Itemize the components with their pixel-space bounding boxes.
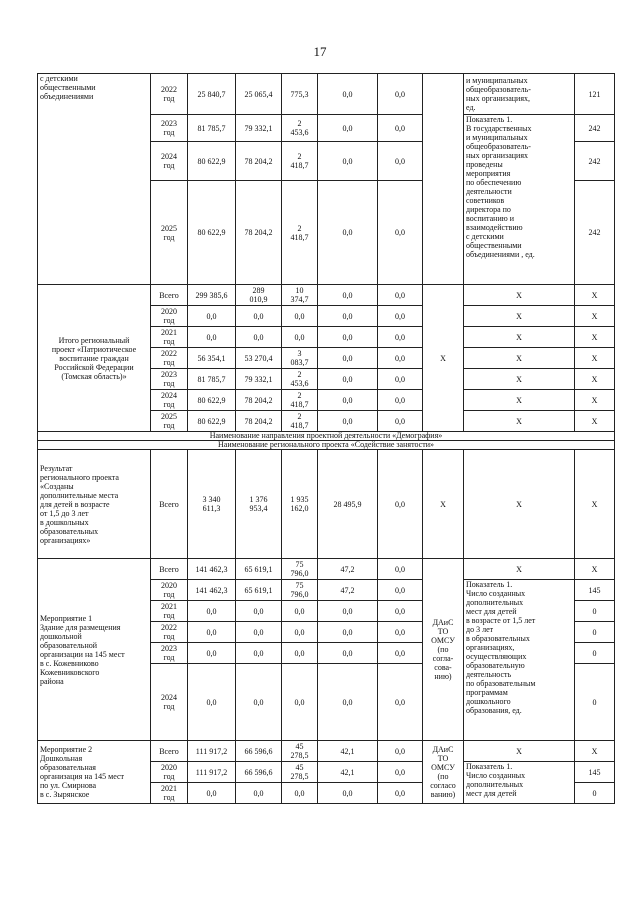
budget-cell: 0,0 [318,622,378,643]
budget-cell: 2 418,7 [282,181,318,285]
total-cell: 80 622,9 [188,181,236,285]
budget-cell: 0,0 [318,643,378,664]
value-cell: X [575,369,615,390]
event-name: Мероприятие 2 Дошкольная образовательная организация на 145 мест по ул. Смирнова в с. Зырянское [38,741,151,804]
executor-cell: ДАиС ТО ОМСУ (по согласо ванию) [423,741,464,804]
total-cell: 141 462,3 [188,559,236,580]
budget-cell: 0,0 [318,369,378,390]
value-cell: 242 [575,142,615,181]
value-cell: X [575,306,615,327]
value-cell: X [575,348,615,369]
value-cell: 145 [575,580,615,601]
value-cell: 242 [575,115,615,142]
total-cell: 0,0 [188,327,236,348]
value-cell: X [575,411,615,432]
budget-cell: 0,0 [378,622,423,643]
value-cell: 145 [575,762,615,783]
budget-cell: 0,0 [282,622,318,643]
budget-cell: 0,0 [378,306,423,327]
total-cell: 111 917,2 [188,762,236,783]
value-cell: X [575,390,615,411]
page-number: 17 [313,44,327,59]
section-direction: Наименование направления проектной деятельности «Демография» [38,432,615,441]
budget-cell: 0,0 [378,411,423,432]
budget-cell: 0,0 [318,411,378,432]
budget-cell: 0,0 [318,142,378,181]
budget-cell: 78 204,2 [236,142,282,181]
indicator-cell: и муниципальных общеобразователь- ных организациях, ед. [464,74,575,115]
year-cell: 2022 год [151,74,188,115]
budget-cell: 78 204,2 [236,411,282,432]
budget-cell: 78 204,2 [236,390,282,411]
executor-cell: X [423,285,464,432]
budget-cell: 47,2 [318,580,378,601]
value-cell: 0 [575,664,615,741]
budget-cell: 47,2 [318,559,378,580]
budget-cell: 2 453,6 [282,369,318,390]
total-cell: 25 840,7 [188,74,236,115]
budget-cell: 0,0 [378,142,423,181]
budget-cell: 0,0 [318,348,378,369]
value-cell: X [575,741,615,762]
budget-cell: 0,0 [318,601,378,622]
indicator-cell: X [464,306,575,327]
budget-cell: 0,0 [378,450,423,559]
indicator-cell: X [464,559,575,580]
total-cell: 0,0 [188,783,236,804]
budget-cell: 0,0 [318,327,378,348]
budget-cell: 42,1 [318,741,378,762]
budget-cell: 0,0 [378,348,423,369]
event-name: Мероприятие 1 Здание для размещения дошкольной образовательной организации на 145 мест в с. Кожевниково Кожевниковского района [38,559,151,741]
total-cell: 0,0 [188,622,236,643]
indicator-cell: Показатель 1. В государственных и муниципальных общеобразователь- ных организациях проведены мероприятия по обеспечению деятельности советников директора по воспитанию и взаимодействию с детскими общественными объединениями , ед. [464,115,575,285]
table-row [38,285,615,306]
budget-cell: 0,0 [318,181,378,285]
budget-cell: 0,0 [378,664,423,741]
total-cell: 0,0 [188,664,236,741]
budget-cell: 0,0 [318,115,378,142]
indicator-cell: X [464,450,575,559]
budget-cell: 2 418,7 [282,411,318,432]
budget-cell: 0,0 [378,327,423,348]
budget-cell: 79 332,1 [236,369,282,390]
indicator-cell: Показатель 1. Число созданных дополнительных мест для детей в возрасте от 1,5 лет до 3 лет в образовательных организациях, осуществляющих образовательную деятельность по образовательным программам дошкольного образования, ед. [464,580,575,741]
budget-cell: 0,0 [378,181,423,285]
budget-cell: 65 619,1 [236,580,282,601]
value-cell: 121 [575,74,615,115]
year-cell: 2022 год [151,622,188,643]
indicator-cell: X [464,741,575,762]
section-header-row [38,432,615,441]
year-cell: 2020 год [151,306,188,327]
value-cell: 0 [575,601,615,622]
budget-cell: 28 495,9 [318,450,378,559]
budget-cell: 0,0 [318,390,378,411]
year-cell: 2024 год [151,142,188,181]
executor-cell: X [423,450,464,559]
budget-cell: 10 374,7 [282,285,318,306]
year-cell: 2023 год [151,115,188,142]
value-cell: X [575,559,615,580]
budget-cell: 2 453,6 [282,115,318,142]
executor-cell [423,74,464,285]
table-row [38,450,615,559]
year-cell: 2025 год [151,411,188,432]
budget-cell: 0,0 [318,664,378,741]
budget-cell: 0,0 [378,580,423,601]
total-cell: 111 917,2 [188,741,236,762]
budget-cell: 0,0 [378,115,423,142]
budget-cell: 0,0 [236,664,282,741]
budget-cell: 65 619,1 [236,559,282,580]
budget-cell: 0,0 [378,390,423,411]
budget-cell: 66 596,6 [236,741,282,762]
budget-cell: 42,1 [318,762,378,783]
indicator-cell: X [464,411,575,432]
row-name-cell: с детскими общественными объединениями [38,74,151,285]
year-cell: Всего [151,285,188,306]
year-cell: 2023 год [151,643,188,664]
budget-cell: 0,0 [378,762,423,783]
budget-cell: 66 596,6 [236,762,282,783]
year-cell: Всего [151,450,188,559]
indicator-cell: X [464,327,575,348]
budget-cell: 0,0 [282,601,318,622]
budget-cell: 0,0 [236,783,282,804]
budget-cell: 1 376 953,4 [236,450,282,559]
total-cell: 3 340 611,3 [188,450,236,559]
budget-cell: 0,0 [282,643,318,664]
year-cell: 2021 год [151,601,188,622]
budget-cell: 0,0 [378,369,423,390]
budget-cell: 0,0 [318,306,378,327]
year-cell: Всего [151,741,188,762]
budget-cell: 75 796,0 [282,580,318,601]
value-cell: 0 [575,783,615,804]
budget-cell: 2 418,7 [282,142,318,181]
year-cell: 2024 год [151,664,188,741]
budget-cell: 0,0 [236,327,282,348]
value-cell: X [575,327,615,348]
value-cell: 0 [575,643,615,664]
budget-table [37,73,615,804]
value-cell: X [575,285,615,306]
total-cell: 141 462,3 [188,580,236,601]
budget-cell: 0,0 [236,601,282,622]
year-cell: 2020 год [151,762,188,783]
table-row [38,74,615,115]
total-cell: 81 785,7 [188,369,236,390]
table-row [38,741,615,762]
total-cell: 0,0 [188,643,236,664]
budget-cell: 78 204,2 [236,181,282,285]
budget-cell: 79 332,1 [236,115,282,142]
total-cell: 80 622,9 [188,411,236,432]
total-cell: 0,0 [188,601,236,622]
total-cell: 0,0 [188,306,236,327]
budget-cell: 45 278,5 [282,762,318,783]
budget-cell: 0,0 [318,74,378,115]
total-cell: 299 385,6 [188,285,236,306]
total-cell: 56 354,1 [188,348,236,369]
budget-cell: 0,0 [282,306,318,327]
budget-cell: 3 083,7 [282,348,318,369]
budget-cell: 0,0 [378,783,423,804]
year-cell: 2020 год [151,580,188,601]
indicator-cell: X [464,369,575,390]
total-project-name: Итого региональный проект «Патриотическое воспитание граждан Российской Федерации (Томская область)» [38,285,151,432]
budget-cell: 0,0 [236,306,282,327]
budget-cell: 0,0 [318,285,378,306]
budget-cell: 0,0 [282,783,318,804]
value-cell: 242 [575,181,615,285]
indicator-cell: Показатель 1. Число созданных дополнительных мест для детей [464,762,575,804]
budget-cell: 0,0 [378,601,423,622]
year-cell: 2021 год [151,327,188,348]
budget-cell: 0,0 [378,285,423,306]
budget-cell: 25 065,4 [236,74,282,115]
result-name: Результат регионального проекта «Созданы дополнительные места для детей в возрасте от 1,5 до 3 лет в дошкольных образовательных организациях» [38,450,151,559]
year-cell: 2025 год [151,181,188,285]
table-row [38,559,615,580]
budget-cell: 0,0 [282,664,318,741]
budget-cell: 0,0 [378,559,423,580]
budget-cell: 0,0 [378,643,423,664]
year-cell: 2024 год [151,390,188,411]
budget-cell: 0,0 [236,643,282,664]
value-cell: X [575,450,615,559]
total-cell: 81 785,7 [188,115,236,142]
section-project: Наименование регионального проекта «Содействие занятости» [38,441,615,450]
year-cell: 2022 год [151,348,188,369]
budget-cell: 0,0 [378,741,423,762]
year-cell: Всего [151,559,188,580]
budget-cell: 45 278,5 [282,741,318,762]
budget-cell: 775,3 [282,74,318,115]
budget-cell: 0,0 [236,622,282,643]
budget-cell: 53 270,4 [236,348,282,369]
year-cell: 2021 год [151,783,188,804]
total-cell: 80 622,9 [188,390,236,411]
budget-cell: 0,0 [378,74,423,115]
indicator-cell: X [464,348,575,369]
budget-cell: 2 418,7 [282,390,318,411]
indicator-cell: X [464,285,575,306]
section-header-row [38,441,615,450]
budget-cell: 1 935 162,0 [282,450,318,559]
executor-cell: ДАиС ТО ОМСУ (по согла- сова- нию) [423,559,464,741]
budget-cell: 289 010,9 [236,285,282,306]
year-cell: 2023 год [151,369,188,390]
budget-cell: 75 796,0 [282,559,318,580]
total-cell: 80 622,9 [188,142,236,181]
budget-cell: 0,0 [318,783,378,804]
indicator-cell: X [464,390,575,411]
value-cell: 0 [575,622,615,643]
budget-cell: 0,0 [282,327,318,348]
